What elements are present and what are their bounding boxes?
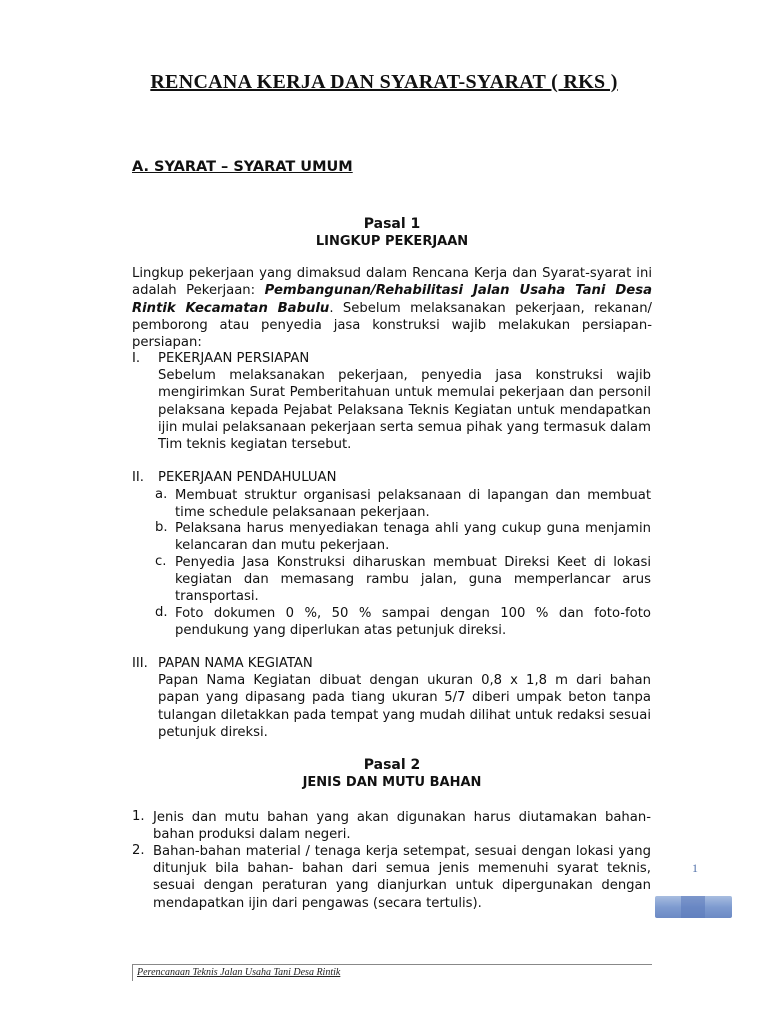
item-text: Penyedia Jasa Konstruksi diharuskan membuat Direksi Keet di lokasi kegiatan dan memasang rambu jalan, guna memperlancar arus transportasi. (175, 555, 651, 605)
item-marker: d. (155, 605, 168, 620)
pasal-1-intro (132, 265, 652, 351)
item-marker: c. (155, 554, 167, 569)
item-marker: b. (155, 520, 168, 535)
pasal-2-number: Pasal 2 (363, 757, 421, 773)
item-text: Jenis dan mutu bahan yang akan digunakan harus diutamakan bahan-bahan produksi dalam negeri. (153, 810, 651, 843)
pasal-1-title: LINGKUP PEKERJAAN (315, 234, 469, 249)
item-text: Foto dokumen 0 %, 50 % sampai dengan 100 % dan foto-foto pendukung yang diperlukan atas petunjuk direksi. (175, 606, 651, 639)
item-marker: 2. (132, 843, 145, 858)
document-title: RENCANA KERJA DAN SYARAT-SYARAT ( RKS ) (150, 71, 618, 93)
footer-bar (132, 965, 133, 981)
pasal-1-number: Pasal 1 (363, 216, 421, 232)
intro-text-end: . Sebelum melaksanakan pekerjaan, rekanan/ pemborong atau penyedia jasa konstruksi wajib melakukan persiapan- persiapan: (132, 300, 652, 351)
section-2-heading: PEKERJAAN PENDAHULUAN (158, 470, 337, 485)
section-1-heading: PEKERJAAN PERSIAPAN (158, 351, 310, 366)
section-3-heading: PAPAN NAMA KEGIATAN (158, 656, 313, 671)
section-heading: A. SYARAT – SYARAT UMUM (132, 159, 353, 175)
section-3-marker: III. (132, 656, 148, 671)
section-1-body: Sebelum melaksanakan pekerjaan, penyedia jasa konstruksi wajib mengirimkan Surat Pemberitahuan untuk memulai pekerjaan dan personil pelaksana kepada Pejabat Pelaksana Teknis Kegiatan untuk mendapatkan ijin mulai pelaksanaan pekerjaan serta semua pihak yang termasuk dalam Tim teknis kegiatan tersebut. (158, 368, 651, 453)
item-text: Bahan-bahan material / tenaga kerja setempat, sesuai dengan lokasi yang ditunjuk bila bahan- bahan dari semua jenis memenuhi syarat teknis, sesuai dengan peraturan yang dianjurkan untuk dipergunakan dengan mendapatkan ijin dari pengawas (secara tertulis). (153, 844, 651, 911)
item-text: Membuat struktur organisasi pelaksanaan di lapangan dan membuat time schedule pelaksanaan pekerjaan. (175, 488, 651, 521)
item-marker: 1. (132, 809, 145, 824)
section-1-marker: I. (132, 351, 141, 366)
project-name: Pembangunan/Rehabilitasi Jalan Usaha Tani Desa Rintik Kecamatan Babulu (132, 283, 652, 316)
page-tab-notch (681, 896, 705, 918)
pasal-2-title: JENIS DAN MUTU BAHAN (302, 775, 482, 790)
footer-text: Perencanaan Teknis Jalan Usaha Tani Desa Rintik (137, 967, 341, 978)
item-marker: a. (155, 487, 168, 502)
section-3-body: Papan Nama Kegiatan dibuat dengan ukuran 0,8 x 1,8 m dari bahan papan yang dipasang pada tiang ukuran 5/7 diberi umpak beton tanpa tulangan diletakkan pada tempat yang mudah dilihat untuk redaksi sesuai petunjuk direksi. (158, 673, 651, 740)
page-number: 1 (692, 861, 698, 875)
intro-text-start: Lingkup pekerjaan yang dimaksud dalam Rencana Kerja dan Syarat-syarat ini adalah Pekerjaan: (132, 266, 652, 299)
item-text: Pelaksana harus menyediakan tenaga ahli yang cukup guna menjamin kelancaran dan mutu pekerjaan. (175, 521, 651, 554)
footer-divider (132, 964, 652, 965)
section-2-marker: II. (132, 470, 144, 485)
